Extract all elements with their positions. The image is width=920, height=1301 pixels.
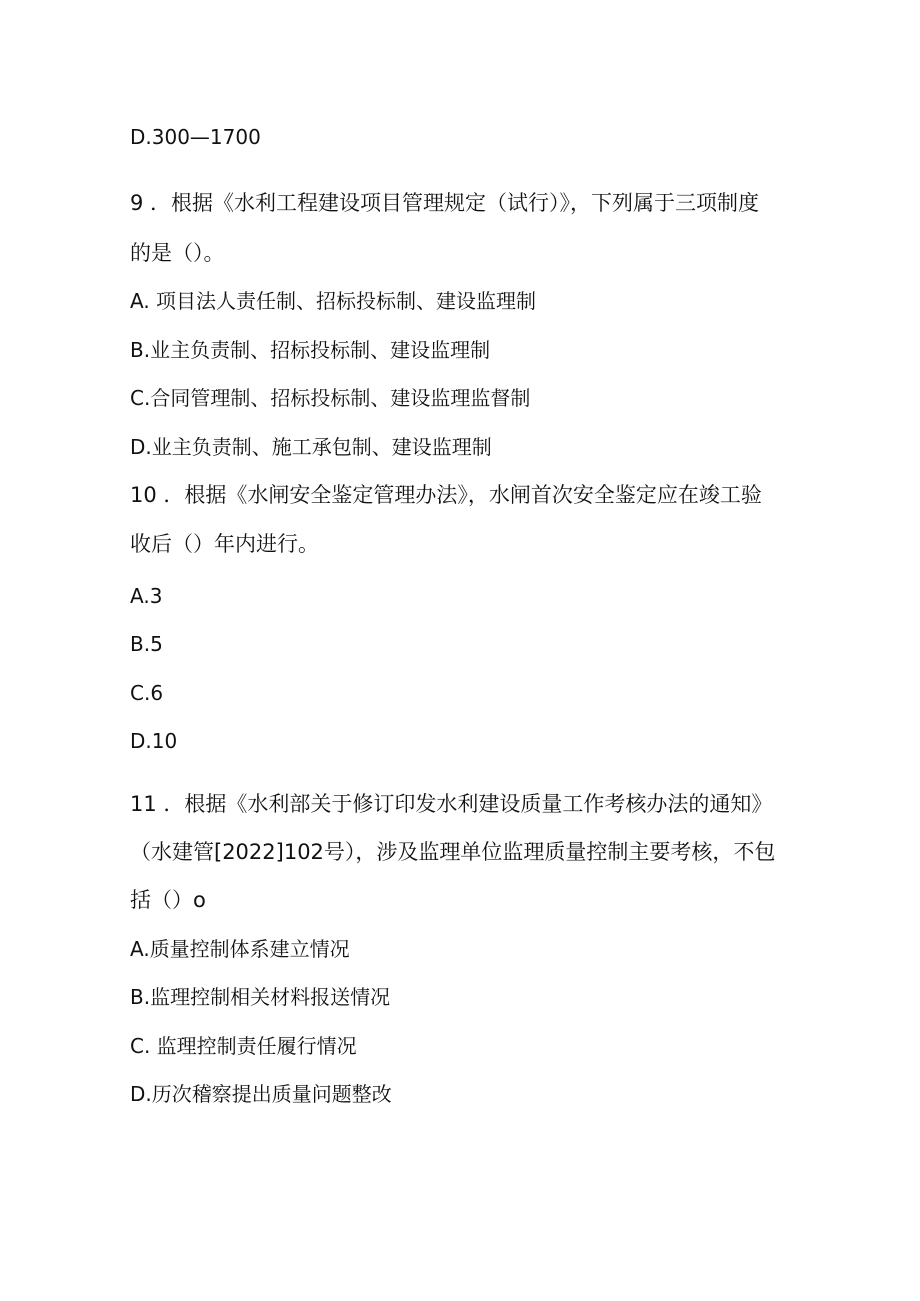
option-d-q11: D.历次稽察提出质量问题整改 bbox=[130, 1082, 392, 1106]
option-a-q9: A. 项目法人责任制、招标投标制、建设监理制 bbox=[130, 289, 537, 313]
option-c-q10: C.6 bbox=[130, 681, 164, 705]
option-a-q11: A.质量控制体系建立情况 bbox=[130, 937, 350, 961]
option-d-q9: D.业主负责制、施工承包制、建设监理制 bbox=[130, 435, 492, 459]
option-d-q8: D.300—1700 bbox=[130, 125, 261, 149]
option-d-q10: D.10 bbox=[130, 729, 178, 753]
option-b-q9: B.业主负责制、招标投标制、建设监理制 bbox=[130, 338, 491, 362]
option-c-q9: C.合同管理制、招标投标制、建设监理监督制 bbox=[130, 386, 531, 410]
option-a-q10: A.3 bbox=[130, 584, 163, 608]
question-11-line-3: 括（）o bbox=[130, 888, 206, 912]
option-b-q10: B.5 bbox=[130, 632, 163, 656]
question-11-line-2: （水建管[2022]102号），涉及监理单位监理质量控制主要考核，不包 bbox=[130, 840, 776, 864]
question-9-line-2: 的是（）。 bbox=[130, 241, 225, 265]
option-b-q11: B.监理控制相关材料报送情况 bbox=[130, 985, 391, 1009]
question-11-line-1: 11 ．根据《水利部关于修订印发水利建设质量工作考核办法的通知》 bbox=[130, 792, 773, 816]
question-9-line-1: 9 ．根据《水利工程建设项目管理规定（试行）》，下列属于三项制度 bbox=[130, 191, 760, 215]
question-10-line-1: 10 ．根据《水闸安全鉴定管理办法》，水闸首次安全鉴定应在竣工验 bbox=[130, 483, 762, 507]
question-10-line-2: 收后（）年内进行。 bbox=[130, 532, 319, 556]
option-c-q11: C. 监理控制责任履行情况 bbox=[130, 1034, 357, 1058]
